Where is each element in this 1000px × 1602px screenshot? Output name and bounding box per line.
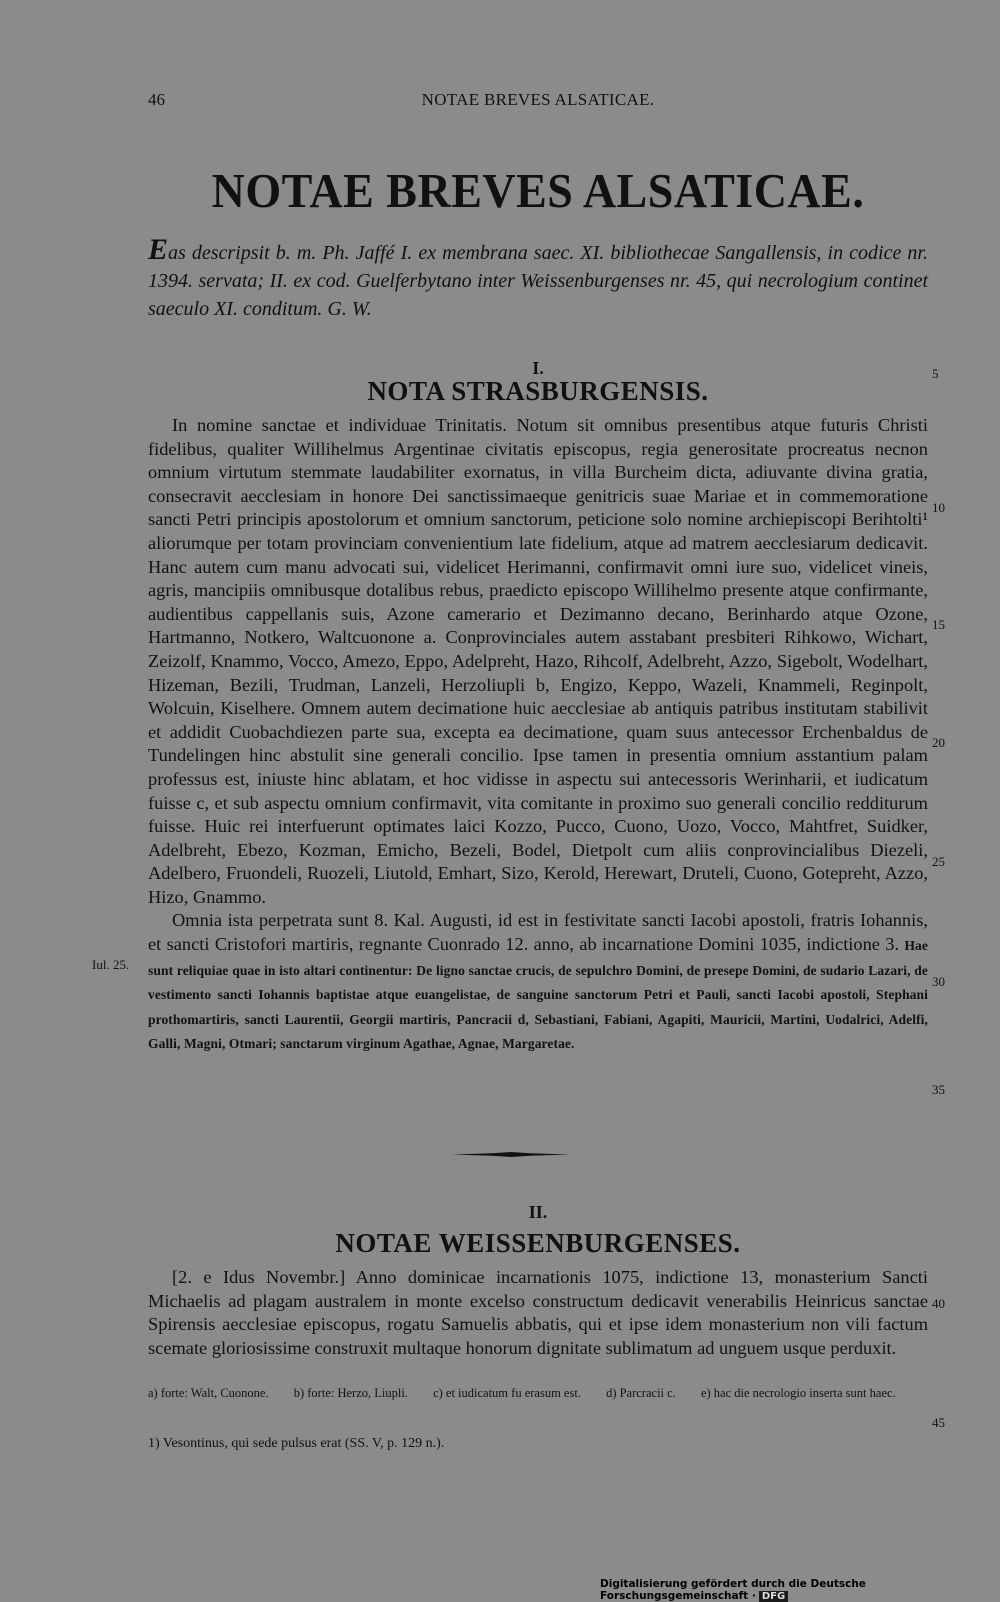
line-number: 25 xyxy=(932,854,945,869)
line-number: 40 xyxy=(932,1296,945,1311)
section-title-2: NOTAE WEISSENBURGENSES. xyxy=(335,1228,741,1258)
footnote-e: e) hac die necrologio inserta sunt haec. xyxy=(700,1386,896,1400)
page-title: NOTAE BREVES ALSATICAE. xyxy=(211,163,865,218)
drop-cap: E xyxy=(148,233,169,266)
footnote-d: d) Parcracii c. xyxy=(606,1386,676,1400)
section-title-1: NOTA STRASBURGENSIS. xyxy=(367,376,709,406)
editorial-intro xyxy=(148,233,928,323)
running-title: NOTAE BREVES ALSATICAE. xyxy=(421,90,655,109)
page-number: 46 xyxy=(148,90,165,109)
intro-text: as descripsit b. m. Ph. Jaffé I. ex membrana saec. XI. bibliothecae Sangallensis, in codice nr. 1394. servata; II. ex cod. Guelferbytano inter Weissenburgenses nr. 45, qui necrologium continet saeculo XI. conditum. G. W. xyxy=(148,242,928,320)
section-2-body xyxy=(148,1266,928,1360)
section-number-1: I. xyxy=(532,358,544,378)
relics-list: Hae sunt reliquiae quae in isto altari continentur: De ligno sanctae crucis, de sepulchro Domini, de presepe Domini, de sudario Lazari, de vestimento sancti Iohannis baptistae atque euangelistae, de sanguine sanctorum Petri et Pauli, sancti Iacobi apostoli, Stephani prothomartiris, sancti Laurentii, Georgii martiris, Pancracii d, Sebastiani, Fabiani, Agapiti, Mauricii, Martini, Uodalrici, Adelfi, Galli, Magni, Otmari; sanctarum virginum Agathae, Agnae, Margaretae. xyxy=(148,938,928,1052)
line-number: 20 xyxy=(932,735,945,750)
weissenburg-paragraph: [2. e Idus Novembr.] Anno dominicae incarnationis 1075, indictione 13, monasterium Sancti Michaelis ad plagam australem in monte excelso constructum dedicavit venerabilis Heinricus sanctae Spirensis aecclesiae episcopus, rogatu Samuelis abbatis, qui et ipse idem monasterium non vili factum scemate gloriosissime construxit multaque honorum dignitate sublimatum ad unguem usque perduxit. xyxy=(148,1267,928,1358)
dating-clause: Omnia ista perpetrata sunt 8. Kal. Augusti, id est in festivitate sancti Iacobi apostoli, fratris Iohannis, et sancti Cristofori martiris, regnante Cuonrado 12. anno, ab incarnatione Domini 1035, indictione 3. xyxy=(148,910,928,955)
margin-date: Iul. 25. xyxy=(92,957,130,972)
charter-paragraph: In nomine sanctae et individuae Trinitatis. Notum sit omnibus presentibus atque futuris Christi fidelibus, qualiter Willihelmus Argentinae civitatis episcopus, regia generositate procreatus necnon omnium virtutum stemmate laudabiliter exornatus, in villa Burcheim dicta, adiuvante divina gratia, consecravit aecclesiam in honore Dei sanctissimaeque genitricis suae Mariae et in commemoratione sancti Petri principis apostolorum et omnium sanctorum, peticione solo nomine archiepiscopi Berihtolti¹ aliorumque per totam provinciam convenientium late fidelium, atque ad matrem aecclesiarum dedicavit. Hanc autem cum manu advocati sui, videlicet Herimanni, confirmavit omni iure suo, videlicet vineis, agris, mancipiis omnibusque dotalibus rebus, praedicto episcopo Willihelmo presente atque confirmante, audientibus cappellanis suis, Azone camerario et Dezimanno decano, Berinhardo atque Ozone, Hartmanno, Notkero, Waltcuonone a. Conprovinciales autem asstabant presbiteri Rihkowo, Wichart, Zeizolf, Knammo, Vocco, Amezo, Eppo, Adelpreht, Hazo, Rihcolf, Adelbreht, Azzo, Sigebolt, Wodelhart, Hizeman, Bezili, Trudman, Lanzeli, Herzoliupli b, Engizo, Keppo, Wazeli, Knammeli, Reginpolt, Wolcuin, Kiselhere. Omnem autem decimatione huic aecclesiae ab antiquis patribus institutam stabilivit et addidit Cuobachdiezen parte sua, excepta ea decimatione, quam suus antecessor Erchenbaldus de Tundelingen hinc abstulit sine generali concilio. Ipse tamen in presentia omnium asstantium palam professus est, iniuste hinc ablatam, et hoc vidisse in aspectu sui antecessoris Werinharii, et iudicatum fuisse c, et sub aspectu omnium confirmavit, vita comitante in proximo suo generali concilio redditurum fuisse. Huic rei interfuerunt optimates laici Kozzo, Pucco, Cuono, Uozo, Vocco, Mahtfret, Suidker, Adelbreht, Ebezo, Kozman, Emicho, Bezeli, Bodel, Dietpolt cum aliis conprovincialibus Diezeli, Adelbero, Fruondeli, Ruozeli, Liutold, Emhart, Sizo, Kerold, Herewart, Druteli, Cuono, Gotepreht, Azzo, Hizo, Gnammo. xyxy=(148,415,928,907)
line-number: 35 xyxy=(932,1082,945,1097)
footnote-1: 1) Vesontinus, qui sede pulsus erat (SS. V, p. 129 n.). xyxy=(148,1436,445,1451)
section-number-2: II. xyxy=(528,1202,548,1222)
line-number: 15 xyxy=(932,617,945,632)
date-paragraph xyxy=(148,909,928,1056)
footnote-a: a) forte: Walt, Cuonone. xyxy=(148,1386,269,1400)
dfg-logo: DFG xyxy=(759,1591,788,1602)
running-head xyxy=(148,90,928,114)
line-number: 10 xyxy=(932,500,945,515)
footnote-c: c) et iudicatum fu erasum est. xyxy=(433,1386,581,1400)
section-divider xyxy=(452,1152,570,1157)
section-1-body xyxy=(148,414,928,1056)
line-number: 30 xyxy=(932,974,945,989)
digitization-credit xyxy=(600,1578,992,1602)
critical-apparatus xyxy=(148,1384,928,1403)
credit-text: Digitalisierung gefördert durch die Deutsche Forschungsgemeinschaft · xyxy=(600,1578,866,1602)
line-number: 5 xyxy=(932,366,939,381)
line-number: 45 xyxy=(932,1415,945,1430)
footnote-b: b) forte: Herzo, Liupli. xyxy=(293,1386,408,1400)
